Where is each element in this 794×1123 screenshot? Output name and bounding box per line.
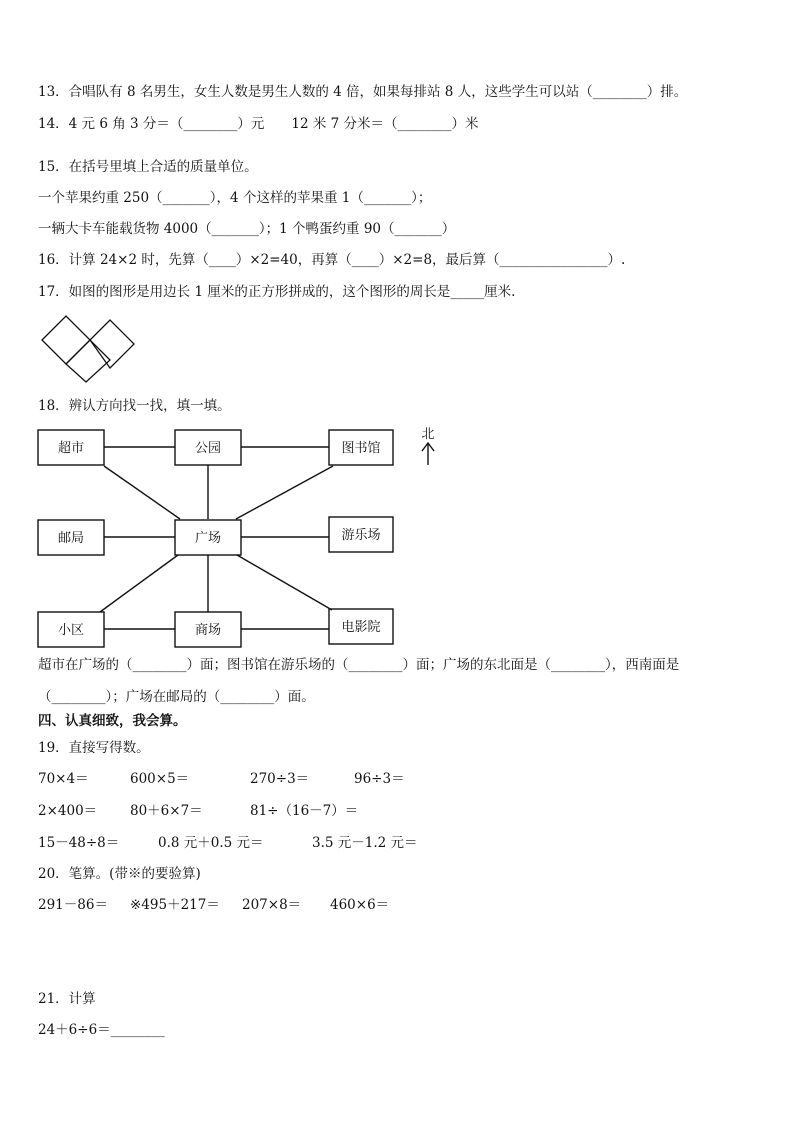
direction-map xyxy=(0,420,460,652)
question-21-expression: 24＋6÷6＝________ xyxy=(38,1022,165,1038)
calc-item: 207×8＝ xyxy=(242,897,302,913)
question-13: 13．合唱队有 8 名男生，女生人数是男生人数的 4 倍，如果每排站 8 人，这些学生可以站（________）排。 xyxy=(38,84,688,100)
calc-item: 2×400＝ xyxy=(38,803,98,819)
map-connector xyxy=(236,466,333,519)
question-21-title: 21．计算 xyxy=(38,991,96,1007)
calc-item: 291－86＝ xyxy=(38,897,108,913)
calc-item: 460×6＝ xyxy=(330,897,390,913)
calc-item: 15－48÷8＝ xyxy=(38,835,120,851)
place-label: 广场 xyxy=(194,531,222,546)
question-14: 14．4 元 6 角 3 分＝（________）元 12 米 7 分米＝（________）米 xyxy=(38,116,479,132)
question-17: 17．如图的图形是用边长 1 厘米的正方形拼成的，这个图形的周长是_____厘米. xyxy=(38,284,516,300)
place-label: 游乐场 xyxy=(341,528,381,543)
question-20-title: 20．笔算。(带※的要验算) xyxy=(38,866,201,882)
north-label: 北 xyxy=(421,427,435,442)
calc-item: 0.8 元＋0.5 元＝ xyxy=(158,835,264,851)
calc-item: 96÷3＝ xyxy=(354,771,405,787)
calc-item: 81÷（16－7）＝ xyxy=(250,803,359,819)
place-label: 图书馆 xyxy=(341,441,381,456)
square-figure xyxy=(38,310,138,386)
map-connector xyxy=(104,466,180,519)
section-4-heading: 四、认真细致，我会算。 xyxy=(38,713,187,729)
calc-item: 3.5 元－1.2 元＝ xyxy=(312,835,418,851)
question-15-line-1: 一个苹果约重 250（_______），4 个这样的苹果重 1（_______）； xyxy=(38,190,432,206)
place-label: 超市 xyxy=(57,441,85,456)
calc-item: 600×5＝ xyxy=(130,771,190,787)
calc-item: ※495＋217＝ xyxy=(130,897,220,913)
calc-item: 80＋6×7＝ xyxy=(130,803,203,819)
question-18-line-1: 超市在广场的（________）面；图书馆在游乐场的（________）面；广场的东北面是（________），西南面是 xyxy=(38,657,680,673)
question-15-title: 15．在括号里填上合适的质量单位。 xyxy=(38,159,258,175)
map-connector xyxy=(100,555,178,612)
map-connector xyxy=(237,555,332,610)
calc-item: 70×4＝ xyxy=(38,771,89,787)
question-18-title: 18．辨认方向找一找，填一填。 xyxy=(38,398,231,414)
place-label: 公园 xyxy=(194,441,222,456)
place-label: 电影院 xyxy=(341,620,381,635)
question-16: 16．计算 24×2 时，先算（____）×2=40，再算（____）×2=8，最后算（________________）. xyxy=(38,252,626,268)
place-label: 商场 xyxy=(194,623,222,638)
calc-item: 270÷3＝ xyxy=(250,771,310,787)
question-18-line-2: （________）；广场在邮局的（________）面。 xyxy=(38,689,315,705)
question-19-title: 19．直接写得数。 xyxy=(38,740,150,756)
place-label: 小区 xyxy=(57,623,85,638)
question-15-line-2: 一辆大卡车能载货物 4000（_______）；1 个鸭蛋约重 90（_______） xyxy=(38,221,456,237)
place-label: 邮局 xyxy=(57,531,85,546)
